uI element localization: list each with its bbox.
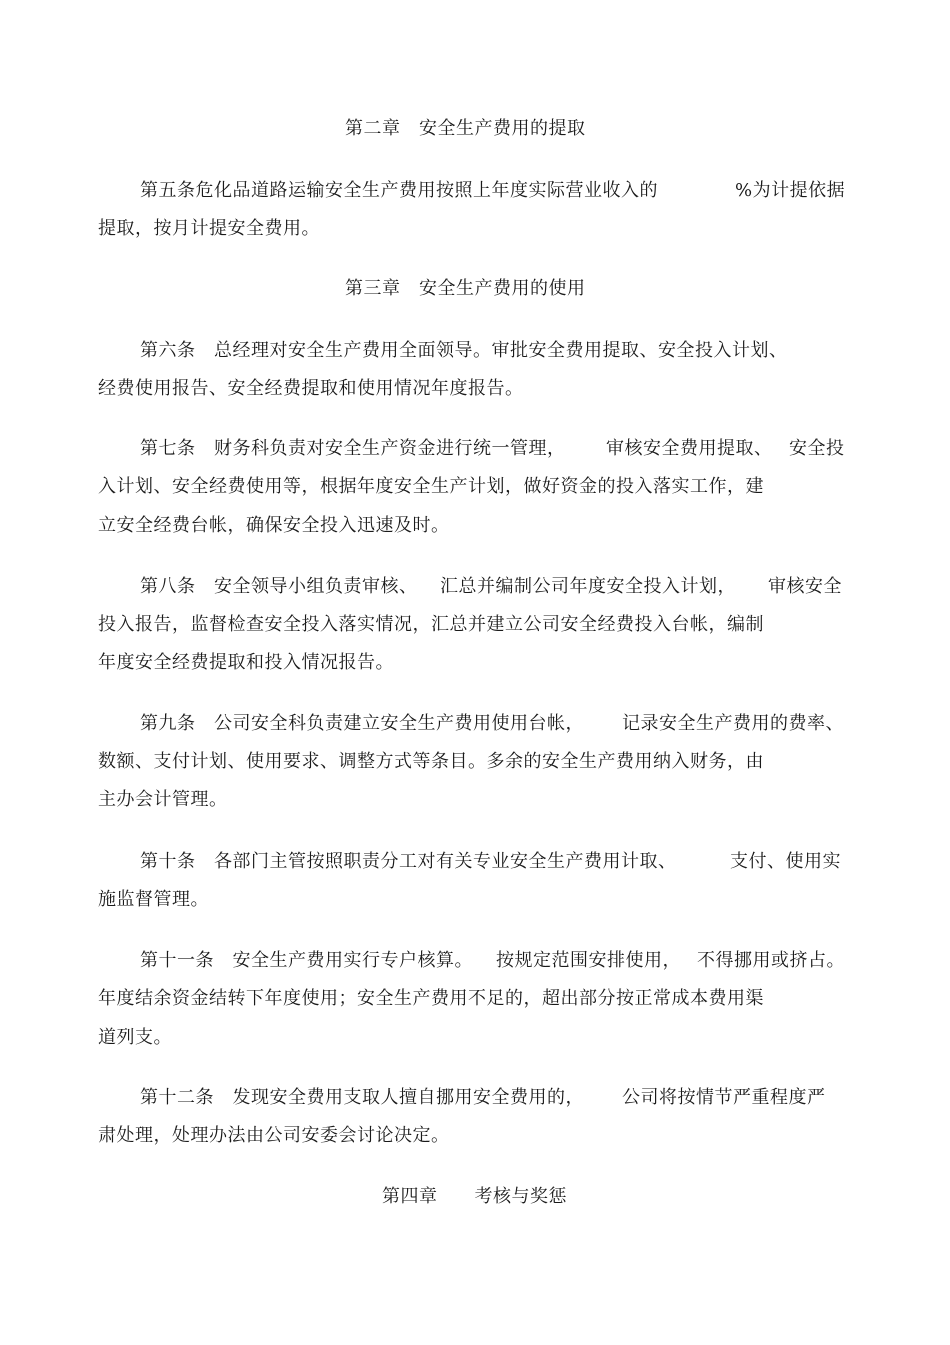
article-11-line-3: 道列支。 (98, 1027, 172, 1048)
article-10-line-1b: 支付、使用实 (730, 851, 841, 872)
chapter-4-heading: 第四章 考核与奖惩 (382, 1186, 567, 1207)
article-7-line-2: 入计划、安全经费使用等，根据年度安全生产计划，做好资金的投入落实工作，建 (98, 476, 764, 497)
article-9-line-1a: 第九条 公司安全科负责建立安全生产费用使用台帐， (140, 713, 584, 734)
article-9-line-3: 主办会计管理。 (98, 789, 228, 810)
article-11-line-2: 年度结余资金结转下年度使用；安全生产费用不足的，超出部分按正常成本费用渠 (98, 988, 764, 1009)
article-10-line-1a: 第十条 各部门主管按照职责分工对有关专业安全生产费用计取、 (140, 851, 677, 872)
article-12-line-1a: 第十二条 发现安全费用支取人擅自挪用安全费用的， (140, 1087, 584, 1108)
article-9-line-2: 数额、支付计划、使用要求、调整方式等条目。多余的安全生产费用纳入财务，由 (98, 751, 764, 772)
article-10-line-2: 施监督管理。 (98, 889, 209, 910)
article-6-line-2: 经费使用报告、安全经费提取和使用情况年度报告。 (98, 378, 524, 399)
article-11-line-1c: 不得挪用或挤占。 (697, 950, 845, 971)
article-8-line-1c: 审核安全 (768, 576, 842, 597)
article-7-line-1c: 安全投 (789, 438, 845, 459)
article-5-line-2: 提取，按月计提安全费用。 (98, 218, 320, 239)
article-7-line-1a: 第七条 财务科负责对安全生产资金进行统一管理， (140, 438, 566, 459)
article-8-line-1b: 汇总并编制公司年度安全投入计划， (440, 576, 736, 597)
article-8-line-2: 投入报告，监督检查安全投入落实情况，汇总并建立公司安全经费投入台帐，编制 (98, 614, 764, 635)
article-8-line-1a: 第八条 安全领导小组负责审核、 (140, 576, 418, 597)
article-5-line-1b: %为计提依据 (735, 180, 846, 201)
article-12-line-2: 肃处理，处理办法由公司安委会讨论决定。 (98, 1125, 450, 1146)
article-8-line-3: 年度安全经费提取和投入情况报告。 (98, 652, 394, 673)
article-9-line-1b: 记录安全生产费用的费率、 (622, 713, 844, 734)
article-7-line-1b: 审核安全费用提取、 (606, 438, 773, 459)
article-12-line-1b: 公司将按情节严重程度严 (622, 1087, 826, 1108)
chapter-2-heading: 第二章 安全生产费用的提取 (345, 118, 586, 139)
article-6-line-1: 第六条 总经理对安全生产费用全面领导。审批安全费用提取、安全投入计划、 (140, 340, 788, 361)
article-5-line-1: 第五条危化品道路运输安全生产费用按照上年度实际营业收入的 (140, 180, 658, 201)
article-11-line-1a: 第十一条 安全生产费用实行专户核算。 (140, 950, 473, 971)
article-11-line-1b: 按规定范围安排使用， (496, 950, 681, 971)
article-7-line-3: 立安全经费台帐，确保安全投入迅速及时。 (98, 515, 450, 536)
chapter-3-heading: 第三章 安全生产费用的使用 (345, 278, 586, 299)
